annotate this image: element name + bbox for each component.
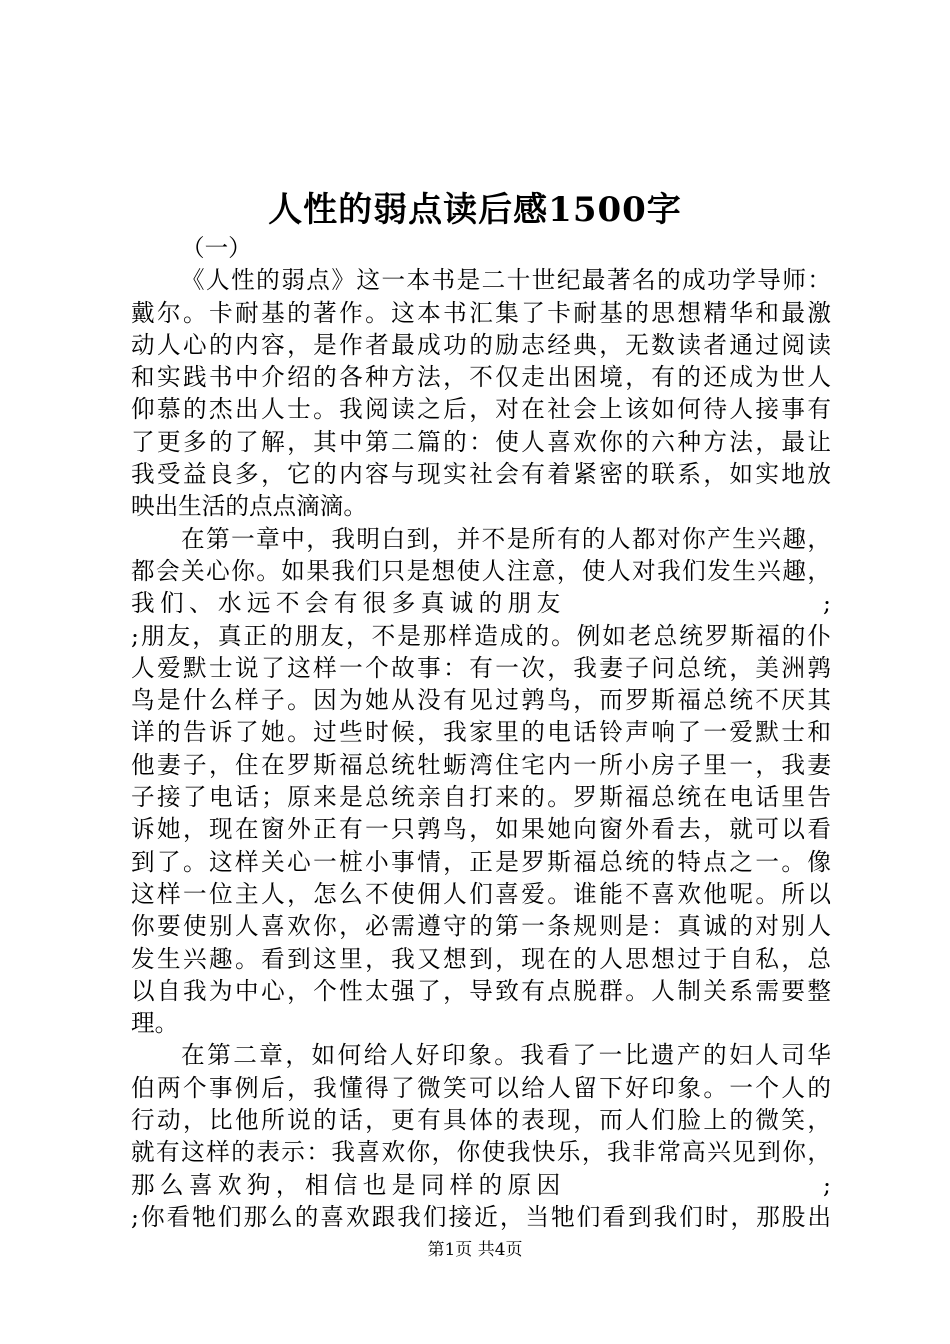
text-line: 在第一章中，我明白到，并不是所有的人都对你产生兴趣， bbox=[181, 524, 831, 553]
text-line: 《人性的弱点》这一本书是二十世纪最著名的成功学导师： bbox=[181, 266, 831, 295]
text-line: 都会关心你。如果我们只是想使人注意，使人对我们发生兴趣， bbox=[131, 556, 831, 585]
text-line: 他妻子，住在罗斯福总统牡蛎湾住宅内一所小房子里一，我妻 bbox=[131, 750, 831, 779]
text-line: 子接了电话；原来是总统亲自打来的。罗斯福总统在电话里告 bbox=[131, 783, 831, 812]
text-line: 那么喜欢狗，相信也是同样的原因 ; bbox=[131, 1170, 831, 1199]
text-line: 到了。这样关心一桩小事情，正是罗斯福总统的特点之一。像 bbox=[131, 847, 831, 876]
text-line: 了更多的了解，其中第二篇的：使人喜欢你的六种方法，最让 bbox=[131, 427, 831, 456]
text-line: 鸟是什么样子。因为她从没有见过鹑鸟，而罗斯福总统不厌其 bbox=[131, 686, 831, 715]
text-line: 映出生活的点点滴滴。 bbox=[131, 492, 367, 521]
text-line: 行动，比他所说的话，更有具体的表现，而人们脸上的微笑， bbox=[131, 1106, 831, 1135]
text-line: 这样一位主人，怎么不使佣人们喜爱。谁能不喜欢他呢。所以 bbox=[131, 879, 831, 908]
document-body bbox=[131, 232, 831, 1233]
text-line: 和实践书中介绍的各种方法，不仅走出困境，有的还成为世人 bbox=[131, 363, 831, 392]
text-line: ;你看牠们那么的喜欢跟我们接近，当牠们看到我们时，那股出 bbox=[131, 1202, 831, 1231]
text-line: 人爱默士说了这样一个故事：有一次，我妻子问总统，美洲鹑 bbox=[131, 653, 831, 682]
page-footer: 第1页 共4页 bbox=[427, 1240, 523, 1260]
text-line: 诉她，现在窗外正有一只鹑鸟，如果她向窗外看去，就可以看 bbox=[131, 815, 831, 844]
text-line: 我受益良多，它的内容与现实社会有着紧密的联系，如实地放 bbox=[131, 460, 831, 489]
text-line: 仰慕的杰出人士。我阅读之后，对在社会上该如何待人接事有 bbox=[131, 395, 831, 424]
text-line: 你要使别人喜欢你，必需遵守的第一条规则是：真诚的对别人 bbox=[131, 912, 831, 941]
text-line: 就有这样的表示：我喜欢你，你使我快乐，我非常高兴见到你， bbox=[131, 1138, 831, 1167]
document-title: 人性的弱点读后感1500字 bbox=[268, 190, 682, 230]
text-line: 详的告诉了她。过些时候，我家里的电话铃声响了一爱默士和 bbox=[131, 718, 831, 747]
section-marker: （一） bbox=[181, 234, 252, 262]
text-line: 伯两个事例后，我懂得了微笑可以给人留下好印象。一个人的 bbox=[131, 1073, 831, 1102]
text-line: 戴尔。卡耐基的著作。这本书汇集了卡耐基的思想精华和最激 bbox=[131, 298, 831, 327]
text-line: 动人心的内容，是作者最成功的励志经典，无数读者通过阅读 bbox=[131, 330, 831, 359]
text-line: 发生兴趣。看到这里，我又想到，现在的人思想过于自私，总 bbox=[131, 944, 831, 973]
text-line: 我们、水远不会有很多真诚的朋友 ; bbox=[131, 589, 831, 618]
text-line: ;朋友，真正的朋友，不是那样造成的。例如老总统罗斯福的仆 bbox=[131, 621, 831, 650]
text-line: 在第二章，如何给人好印象。我看了一比遗产的妇人司华 bbox=[181, 1041, 831, 1070]
text-line: 以自我为中心，个性太强了，导致有点脱群。人制关系需要整 bbox=[131, 976, 831, 1005]
text-line: 理。 bbox=[131, 1009, 179, 1038]
